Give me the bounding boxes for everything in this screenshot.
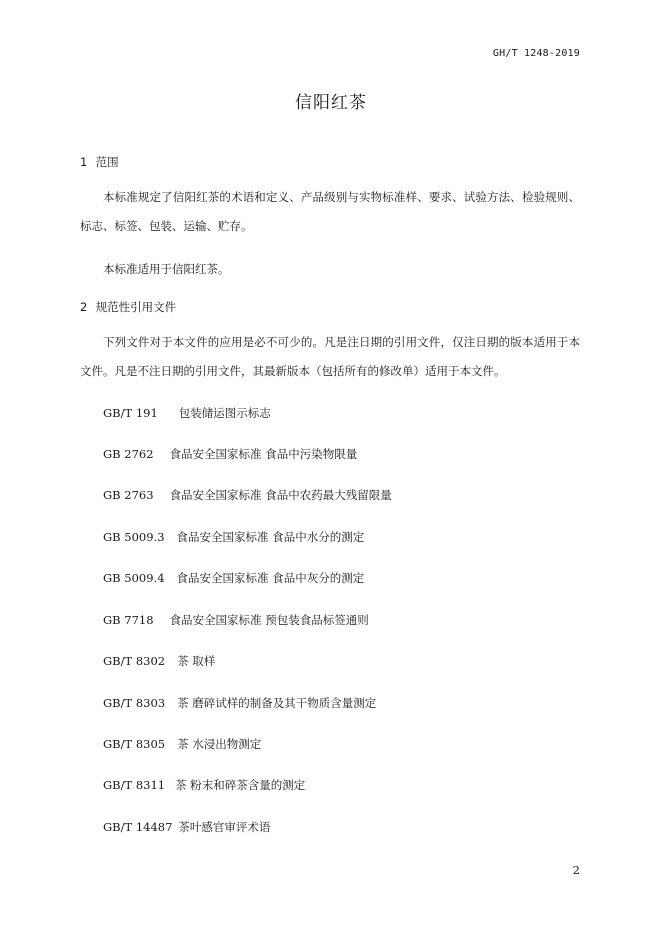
reference-title: 食品安全国家标准 食品中农药最大残留限量	[169, 488, 392, 502]
reference-code: GB 7718	[103, 613, 154, 627]
reference-item	[103, 695, 376, 711]
reference-title: 茶 取样	[177, 654, 216, 668]
scope-paragraph-2: 本标准适用于信阳红茶。	[103, 262, 230, 276]
reference-code: GB/T 191	[103, 406, 158, 420]
reference-title: 茶 水浸出物测定	[177, 737, 262, 751]
reference-title: 食品安全国家标准 食品中灰分的测定	[176, 571, 365, 585]
section-title: 范围	[95, 155, 119, 169]
section-number: 2	[80, 300, 88, 314]
reference-code: GB/T 8305	[103, 737, 166, 751]
reference-code: GB 2762	[103, 447, 154, 461]
reference-item	[103, 487, 392, 503]
page-number: 2	[572, 863, 580, 877]
reference-title: 茶叶感官审评术语	[178, 820, 271, 834]
reference-item	[103, 529, 364, 545]
section-number: 1	[80, 155, 88, 169]
reference-item	[103, 405, 271, 421]
reference-code: GB 5009.4	[103, 571, 165, 585]
reference-code: GB/T 14487	[103, 820, 173, 834]
reference-title: 食品安全国家标准 预包装食品标签通则	[169, 613, 369, 627]
reference-title: 包装储运图示标志	[178, 406, 271, 420]
document-title: 信阳红茶	[295, 93, 367, 113]
reference-code: GB/T 8303	[103, 696, 166, 710]
scope-paragraph-1: 本标准规定了信阳红茶的术语和定义、产品级别与实物标准样、要求、试验方法、检验规则、标志、标签、包装、运输、贮存。	[80, 190, 580, 233]
reference-item	[103, 612, 369, 628]
reference-code: GB 2763	[103, 488, 154, 502]
references-paragraph: 下列文件对于本文件的应用是必不可少的。凡是注日期的引用文件，仅注日期的版本适用于本文件。凡是不注日期的引用文件，其最新版本（包括所有的修改单）适用于本文件。	[80, 335, 580, 378]
reference-item	[103, 819, 270, 835]
reference-item	[103, 653, 215, 669]
reference-title: 茶 磨碎试样的制备及其干物质含量测定	[177, 696, 377, 710]
reference-item	[103, 777, 305, 793]
reference-title: 食品安全国家标准 食品中水分的测定	[176, 530, 365, 544]
reference-title: 食品安全国家标准 食品中污染物限量	[169, 447, 358, 461]
reference-item	[103, 570, 364, 586]
section-heading-normative-references	[80, 299, 176, 315]
reference-code: GB/T 8311	[103, 778, 166, 792]
standard-code: GH/T 1248-2019	[492, 48, 580, 59]
section-heading-scope	[80, 154, 119, 170]
reference-code: GB/T 8302	[103, 654, 166, 668]
reference-code: GB 5009.3	[103, 530, 165, 544]
reference-item	[103, 446, 357, 462]
reference-item	[103, 736, 261, 752]
reference-title: 茶 粉末和碎茶含量的测定	[175, 778, 306, 792]
section-title: 规范性引用文件	[95, 300, 177, 314]
